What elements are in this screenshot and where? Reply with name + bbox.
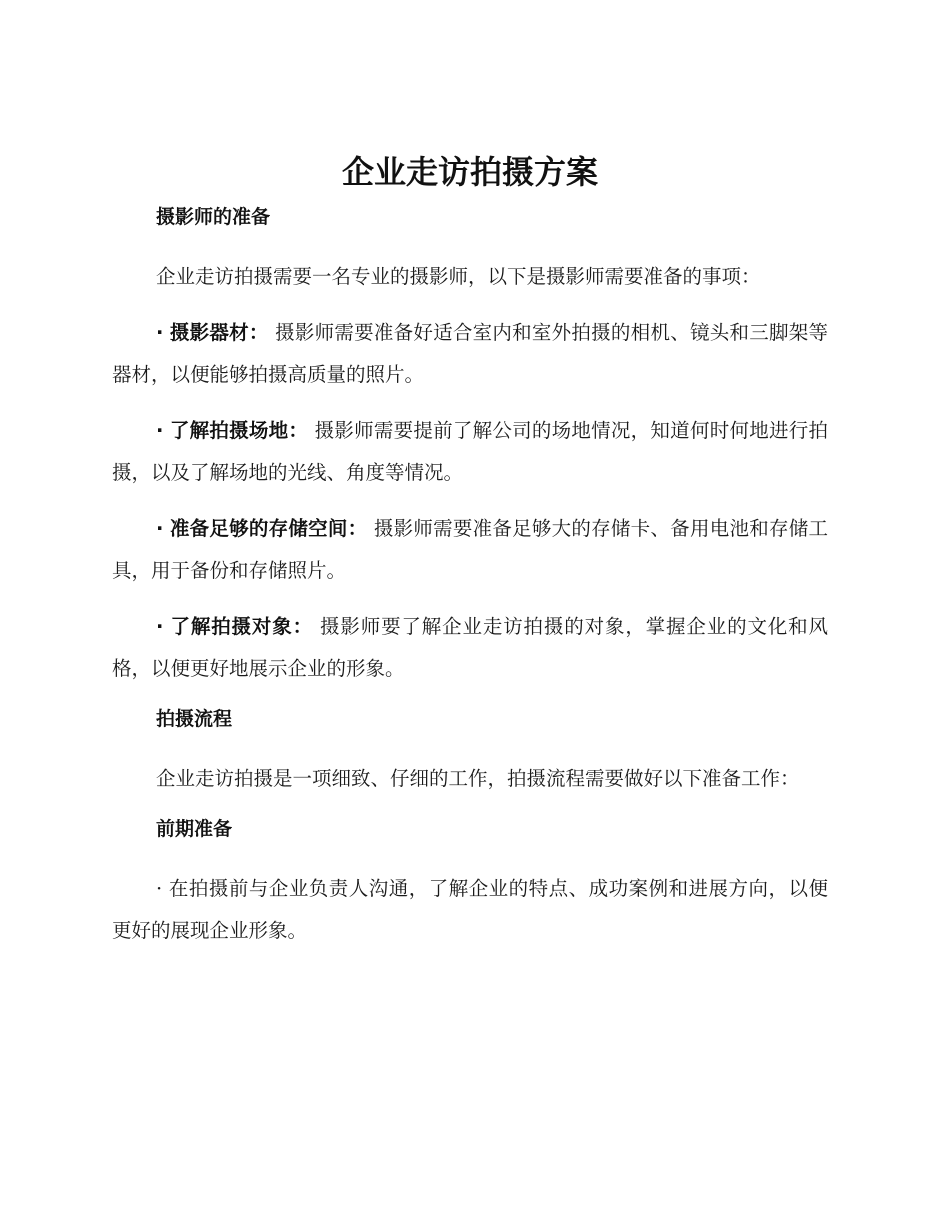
bullet-text: 摄影师需要提前了解公司的场地情况，知道何时何地进行拍摄，以及了解场地的光线、角度等情况。: [112, 419, 828, 484]
bullet-marker: ·: [156, 517, 164, 540]
section-intro-photographer-prep: 企业走访拍摄需要一名专业的摄影师，以下是摄影师需要准备的事项：: [156, 265, 761, 288]
bullet-text: 摄影师要了解企业走访拍摄的对象，掌握企业的文化和风格，以便更好地展示企业的形象。: [112, 615, 828, 680]
bullet-text: 摄影师需要准备足够大的存储卡、备用电池和存储工具，用于备份和存储照片。: [112, 517, 828, 582]
document-title: 企业走访拍摄方案: [341, 153, 598, 191]
document-page: [112, 148, 828, 966]
bullet-marker: ·: [156, 615, 164, 638]
bullet-term: 了解拍摄对象：: [170, 615, 313, 638]
section-heading-shooting-process: 拍摄流程: [156, 708, 233, 730]
bullet-item-venue: [112, 410, 828, 494]
bullet-item-equipment: [112, 312, 828, 396]
bullet-item-communication: [112, 868, 828, 952]
section-heading-photographer-prep: 摄影师的准备: [156, 206, 271, 228]
bullet-term: 准备足够的存储空间：: [169, 517, 368, 540]
bullet-marker: ·: [156, 419, 164, 442]
bullet-marker: ·: [156, 321, 164, 344]
bullet-marker: ·: [156, 877, 163, 900]
bullet-term: 摄影器材：: [169, 321, 269, 344]
bullet-item-storage: [112, 508, 828, 592]
bullet-text: 摄影师需要准备好适合室内和室外拍摄的相机、镜头和三脚架等器材，以便能够拍摄高质量的照片。: [112, 321, 828, 386]
bullet-text: 在拍摄前与企业负责人沟通，了解企业的特点、成功案例和进展方向，以便更好的展现企业形象。: [112, 877, 828, 942]
section-heading-pre-preparation: 前期准备: [156, 818, 233, 840]
bullet-term: 了解拍摄场地：: [169, 419, 309, 442]
bullet-item-subject: [112, 606, 828, 690]
section-intro-shooting-process: 企业走访拍摄是一项细致、仔细的工作，拍摄流程需要做好以下准备工作：: [156, 767, 800, 790]
